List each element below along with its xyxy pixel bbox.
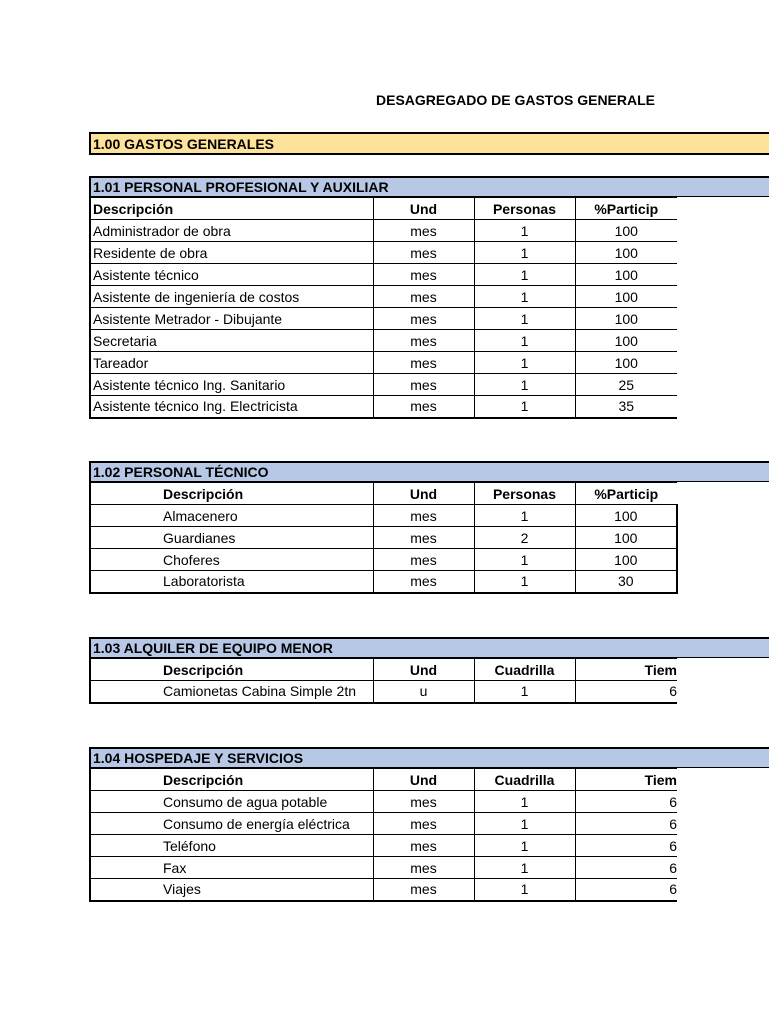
cell-quantity: 1 (474, 264, 575, 286)
cell-percent: 100 (575, 330, 677, 352)
cell-description: Choferes (90, 549, 373, 571)
cell-quantity: 1 (474, 549, 575, 571)
cell-time: 6 (575, 857, 677, 879)
table-header-row (90, 483, 677, 505)
document-title: DESAGREGADO DE GASTOS GENERALE (376, 92, 656, 108)
cell-description: Asistente Metrador - Dibujante (90, 308, 373, 330)
section-personal-tecnico (89, 461, 769, 594)
cell-unit: mes (373, 879, 474, 901)
cell-unit: mes (373, 330, 474, 352)
table-row (90, 242, 677, 264)
column-header: Descripción (90, 483, 373, 505)
column-header: Und (373, 769, 474, 791)
table-row (90, 681, 677, 703)
cell-time: 6 (575, 813, 677, 835)
cell-percent: 30 (575, 571, 677, 593)
cell-description: Administrador de obra (90, 220, 373, 242)
cell-description: Asistente de ingeniería de costos (90, 286, 373, 308)
cell-description: Secretaria (90, 330, 373, 352)
column-header: Tiem (575, 659, 677, 681)
cell-time: 6 (575, 835, 677, 857)
table-row (90, 879, 677, 901)
table-row (90, 330, 677, 352)
main-header: 1.00 GASTOS GENERALES (89, 132, 769, 155)
table-row (90, 835, 677, 857)
section-header: 1.02 PERSONAL TÉCNICO (89, 461, 769, 482)
column-header: Und (373, 483, 474, 505)
section-header: 1.04 HOSPEDAJE Y SERVICIOS (89, 747, 769, 768)
cell-quantity: 1 (474, 505, 575, 527)
table-row (90, 791, 677, 813)
data-table (89, 658, 677, 704)
cell-time: 6 (575, 791, 677, 813)
cell-quantity: 1 (474, 857, 575, 879)
cell-percent: 100 (575, 505, 677, 527)
cell-description: Laboratorista (90, 571, 373, 593)
cell-unit: mes (373, 242, 474, 264)
cell-description: Camionetas Cabina Simple 2tn (90, 681, 373, 703)
table-row (90, 505, 677, 527)
cell-description: Consumo de agua potable (90, 791, 373, 813)
cell-unit: mes (373, 835, 474, 857)
cell-quantity: 1 (474, 308, 575, 330)
cell-unit: mes (373, 505, 474, 527)
cell-time: 6 (575, 879, 677, 901)
main-header-band (89, 132, 769, 155)
table-row (90, 374, 677, 396)
cell-quantity: 1 (474, 835, 575, 857)
section-personal-profesional (89, 176, 769, 419)
table-header-row (90, 769, 677, 791)
table-header-row (90, 198, 677, 220)
table-row (90, 549, 677, 571)
cell-quantity: 1 (474, 791, 575, 813)
table-row (90, 264, 677, 286)
cell-description: Viajes (90, 879, 373, 901)
cell-quantity: 1 (474, 813, 575, 835)
cell-quantity: 1 (474, 879, 575, 901)
cell-unit: mes (373, 396, 474, 418)
data-table (89, 768, 677, 902)
cell-percent: 100 (575, 264, 677, 286)
section-alquiler-equipo (89, 637, 769, 704)
cell-description: Almacenero (90, 505, 373, 527)
table-row (90, 396, 677, 418)
cell-percent: 100 (575, 308, 677, 330)
cell-percent: 35 (575, 396, 677, 418)
column-header: Tiem (575, 769, 677, 791)
cell-unit: mes (373, 791, 474, 813)
cell-description: Fax (90, 857, 373, 879)
column-header: %Particip (575, 198, 677, 220)
data-table (89, 482, 678, 594)
cell-percent: 100 (575, 352, 677, 374)
cell-description: Asistente técnico (90, 264, 373, 286)
cell-unit: mes (373, 374, 474, 396)
table-row (90, 352, 677, 374)
cell-unit: mes (373, 220, 474, 242)
cell-unit: u (373, 681, 474, 703)
cell-description: Teléfono (90, 835, 373, 857)
section-header: 1.01 PERSONAL PROFESIONAL Y AUXILIAR (89, 176, 769, 197)
cell-quantity: 1 (474, 374, 575, 396)
table-row (90, 220, 677, 242)
cell-quantity: 1 (474, 396, 575, 418)
cell-unit: mes (373, 264, 474, 286)
cell-quantity: 1 (474, 352, 575, 374)
cell-percent: 100 (575, 549, 677, 571)
column-header: Cuadrilla (474, 769, 575, 791)
table-row (90, 527, 677, 549)
cell-unit: mes (373, 308, 474, 330)
column-header: Personas (474, 198, 575, 220)
cell-quantity: 1 (474, 571, 575, 593)
cell-unit: mes (373, 549, 474, 571)
cell-description: Asistente técnico Ing. Sanitario (90, 374, 373, 396)
cell-percent: 100 (575, 220, 677, 242)
table-row (90, 308, 677, 330)
cell-quantity: 1 (474, 681, 575, 703)
column-header: %Particip (575, 483, 677, 505)
cell-description: Tareador (90, 352, 373, 374)
table-row (90, 286, 677, 308)
cell-percent: 100 (575, 286, 677, 308)
cell-unit: mes (373, 286, 474, 308)
cell-quantity: 1 (474, 286, 575, 308)
column-header: Descripción (90, 659, 373, 681)
cell-description: Asistente técnico Ing. Electricista (90, 396, 373, 418)
table-row (90, 813, 677, 835)
column-header: Und (373, 198, 474, 220)
cell-quantity: 1 (474, 220, 575, 242)
column-header: Personas (474, 483, 575, 505)
cell-percent: 25 (575, 374, 677, 396)
cell-description: Residente de obra (90, 242, 373, 264)
cell-time: 6 (575, 681, 677, 703)
data-table (89, 197, 677, 419)
cell-unit: mes (373, 571, 474, 593)
cell-percent: 100 (575, 527, 677, 549)
section-header: 1.03 ALQUILER DE EQUIPO MENOR (89, 637, 769, 658)
cell-quantity: 1 (474, 330, 575, 352)
table-row (90, 857, 677, 879)
column-header: Cuadrilla (474, 659, 575, 681)
cell-quantity: 2 (474, 527, 575, 549)
cell-unit: mes (373, 527, 474, 549)
table-row (90, 571, 677, 593)
cell-unit: mes (373, 813, 474, 835)
cell-unit: mes (373, 857, 474, 879)
cell-description: Consumo de energía eléctrica (90, 813, 373, 835)
cell-description: Guardianes (90, 527, 373, 549)
cell-unit: mes (373, 352, 474, 374)
cell-quantity: 1 (474, 242, 575, 264)
column-header: Descripción (90, 769, 373, 791)
table-header-row (90, 659, 677, 681)
column-header: Descripción (90, 198, 373, 220)
column-header: Und (373, 659, 474, 681)
cell-percent: 100 (575, 242, 677, 264)
section-hospedaje-servicios (89, 747, 769, 902)
